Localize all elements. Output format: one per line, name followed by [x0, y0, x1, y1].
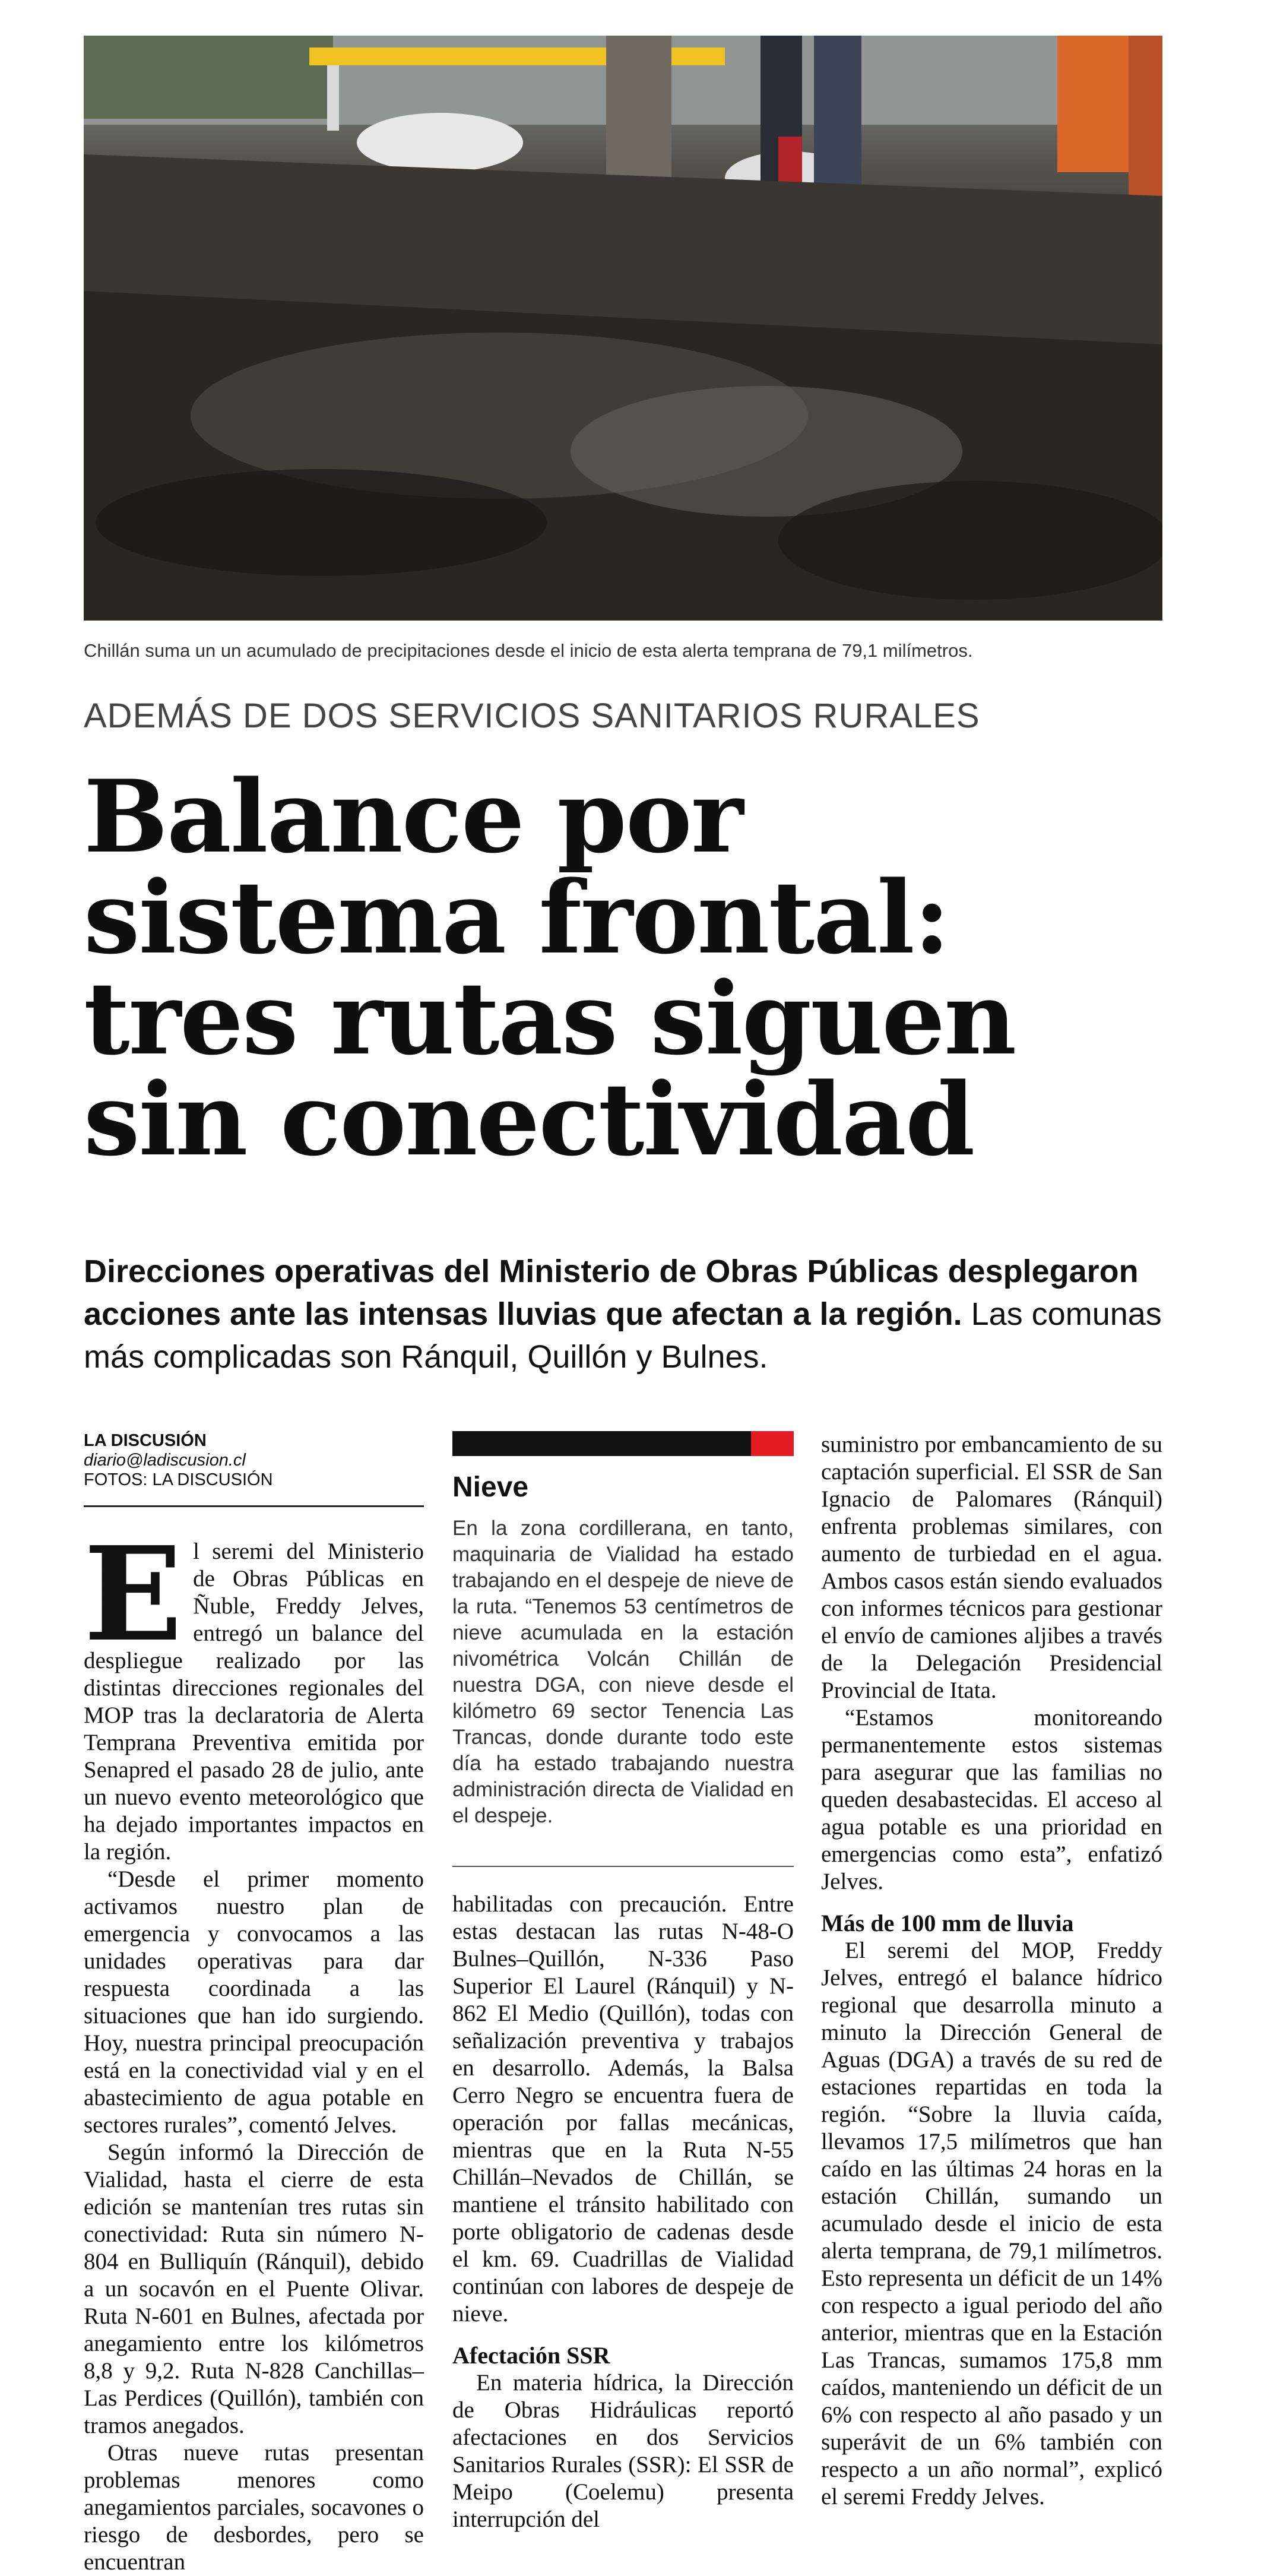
- sidebar-accent: [751, 1431, 794, 1456]
- byline-divider: [84, 1505, 424, 1507]
- byline-email: diario@ladiscusion.cl: [84, 1451, 246, 1470]
- sidebar-title: Nieve: [452, 1471, 529, 1503]
- headline-line-2: sistema frontal:: [84, 859, 949, 976]
- lead-bold: Direcciones operativas del Ministerio de Obras Públicas desplegaron acciones ante las intensas lluvias que afectan a la región.: [84, 1254, 1139, 1332]
- drop-cap: E: [84, 1518, 183, 1670]
- body-paragraph-4: Otras nueve rutas presentan problemas menores como anegamientos parciales, socavones o riesgo de desbordes, pero se encuentran: [84, 2440, 424, 2575]
- byline: [84, 1431, 424, 1490]
- sidebar-bar: [452, 1431, 794, 1456]
- body-paragraph-5: habilitadas con precaución. Entre estas destacan las rutas N-48-O Bulnes–Quillón, N-336 Paso Superior El Laurel (Ránquil) y N-862 El Medio (Quillón), todas con señalización preventiva y trabajos en desarrollo. Además, la Balsa Cerro Negro se encuentra fuera de operación por fallas mecánicas, mientras que en la Ruta N-55 Chillán–Nevados de Chillán, se mantiene el tránsito habilitado con porte obligatorio de cadenas desde el km. 69. Cuadrillas de Vialidad continúan con labores de despeje de nieve.: [452, 1891, 794, 2327]
- photo-caption: Chillán suma un un acumulado de precipitaciones desde el inicio de esta alerta temprana de 79,1 milímetros.: [84, 640, 973, 661]
- byline-author: LA DISCUSIÓN: [84, 1431, 207, 1450]
- body-paragraph-9: El seremi del MOP, Freddy Jelves, entregó el balance hídrico regional que desarrolla minuto a minuto la Dirección General de Aguas (DGA) a través de su red de estaciones repartidas en toda la región. “Sobre la lluvia caída, llevamos 17,5 milímetros que han caído en las últimas 24 horas en la estación Chillán, sumando un acumulado desde el inicio de esta alerta temprana, de 79,1 milímetros. Esto representa un déficit de un 14% con respecto a igual periodo del año anterior, mientras que en la Estación Las Trancas, sumamos 175,8 mm caídos, manteniendo un déficit de un 6% con respecto al año pasado y un superávit de un 6% también con respecto a un año normal”, explicó el seremi Freddy Jelves.: [821, 1938, 1162, 2509]
- body-paragraph-1: [84, 1518, 424, 1866]
- headline-line-1: Balance por: [84, 758, 743, 875]
- body-paragraph-7: suministro por embancamiento de su captación superficial. El SSR de San Ignacio de Palomares (Ránquil) enfrenta problemas similares, con aumento de turbiedad en el agua. Ambos casos están siendo evaluados con informes técnicos para gestionar el envío de camiones aljibes a través de la Delegación Presidencial Provincial de Itata.: [821, 1432, 1162, 1703]
- column-3: [821, 1431, 1162, 2511]
- headline-line-3: tres rutas siguen: [84, 960, 1016, 1077]
- body-paragraph-2: “Desde el primer momento activamos nuestro plan de emergencia y convocamos a las unidades operativas para dar respuesta coordinada a las situaciones que han ido surgiendo. Hoy, nuestra principal preocupación está en la conectividad vial y en el abastecimiento de agua potable en sectores rurales”, comentó Jelves.: [84, 1866, 424, 2138]
- body-paragraph-1-text: l seremi del Ministerio de Obras Públicas en Ñuble, Freddy Jelves, entregó un balance del despliegue realizado por las distintas direcciones regionales del MOP tras la declaratoria de Alerta Temprana Preventiva emitida por Senapred el pasado 28 de julio, ante un nuevo evento meteorológico que ha dejado importantes impactos en la región.: [84, 1539, 424, 1865]
- rainy-street-illustration: [84, 36, 1162, 621]
- kicker: ADEMÁS DE DOS SERVICIOS SANITARIOS RURALES: [84, 697, 980, 735]
- lead-normal: Las comunas más complicadas son Ránquil, Quillón y Bulnes.: [84, 1296, 1162, 1375]
- headline-line-4: sin conectividad: [84, 1061, 974, 1178]
- sidebar-divider: [452, 1842, 794, 1867]
- article-photo: [84, 36, 1162, 621]
- byline-photos: FOTOS: LA DISCUSIÓN: [84, 1470, 273, 1489]
- column-2: [452, 1431, 794, 2533]
- column-1: [84, 1431, 424, 2576]
- subheading-ssr: Afectación SSR: [452, 2342, 610, 2369]
- body-paragraph-3: Según informó la Dirección de Vialidad, hasta el cierre de esta edición se mantenían tres rutas sin conectividad: Ruta sin número N-804 en Bulliquín (Ránquil), debido a un socavón en el Puente Olivar. Ruta N-601 en Bulnes, afectada por anegamiento entre los kilómetros 8,8 y 9,2. Ruta N-828 Canchillas–Las Perdices (Quillón), también con tramos anegados.: [84, 2140, 424, 2438]
- lead-paragraph: [84, 1250, 1162, 1378]
- body-paragraph-6: En materia hídrica, la Dirección de Obras Hidráulicas reportó afectaciones en dos Servicios Sanitarios Rurales (SSR): El SSR de Meipo (Coelemu) presenta interrupción del: [452, 2370, 794, 2532]
- headline: [84, 758, 1162, 1178]
- body-paragraph-8: “Estamos monitoreando permanentemente estos sistemas para asegurar que las familias no queden desabastecidas. El acceso al agua potable es una prioridad en emergencias como esta”, enfatizó Jelves.: [821, 1705, 1162, 1894]
- sidebar-text: En la zona cordillerana, en tanto, maquinaria de Vialidad ha estado trabajando en el despeje de nieve de la ruta. “Tenemos 53 centímetros de nieve acumulada en la estación nivométrica Volcán Chillán de nuestra DGA, con nieve desde el kilómetro 69 sector Tenencia Las Trancas, donde durante todo este día ha estado trabajando nuestra administración directa de Vialidad en el despeje.: [452, 1517, 794, 1827]
- subheading-lluvia: Más de 100 mm de lluvia: [821, 1910, 1074, 1936]
